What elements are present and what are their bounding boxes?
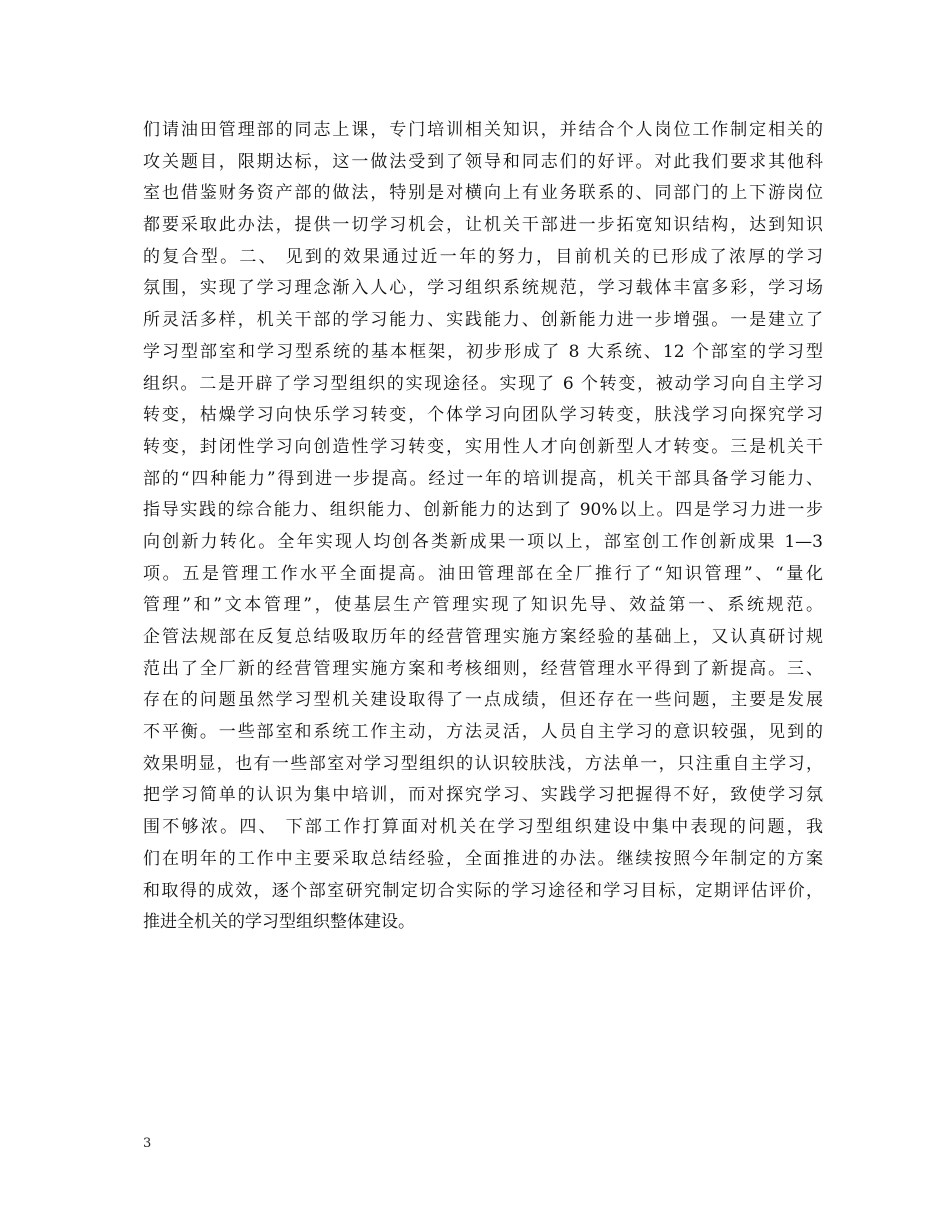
text-line: 把学习简单的认识为集中培训，而对探究学习、实践学习把握得不好，致使学习氛 — [143, 785, 823, 806]
text-line: 不平衡。一些部室和系统工作主动，方法灵活，人员自主学习的意识较强，见到的 — [143, 722, 823, 743]
text-line: 转变，枯燥学习向快乐学习转变，个体学习向团队学习转变，肤浅学习向探究学习 — [143, 405, 823, 426]
text-line: 项。五是管理工作水平全面提高。油田管理部在全厂推行了“知识管理”、“量化 — [143, 563, 823, 584]
text-line: 都要采取此办法，提供一切学习机会，让机关干部进一步拓宽知识结构，达到知识 — [143, 215, 823, 236]
text-line: 部的“四种能力”得到进一步提高。经过一年的培训提高，机关干部具备学习能力、 — [143, 468, 823, 489]
text-line: 们请油田管理部的同志上课，专门培训相关知识，并结合个人岗位工作制定相关的 — [143, 120, 823, 140]
text-line: 效果明显，也有一些部室对学习型组织的认识较肤浅，方法单一，只注重自主学习， — [143, 753, 823, 774]
text-line: 围不够浓。四、 下部工作打算面对机关在学习型组织建设中集中表现的问题，我 — [143, 817, 823, 838]
text-line: 和取得的成效，逐个部室研究制定切合实际的学习途径和学习目标，定期评估评价， — [143, 880, 823, 901]
text-line: 们在明年的工作中主要采取总结经验，全面推进的办法。继续按照今年制定的方案 — [143, 848, 823, 869]
text-line: 的复合型。二、 见到的效果通过近一年的努力，目前机关的已形成了浓厚的学习 — [143, 246, 823, 267]
text-line: 氛围，实现了学习理念渐入人心，学习组织系统规范，学习载体丰富多彩，学习场 — [143, 278, 823, 299]
text-line: 向创新力转化。全年实现人均创各类新成果一项以上，部室创工作创新成果 1—3 — [143, 531, 823, 552]
body-text — [143, 115, 823, 939]
text-line: 管理”和”文本管理”，使基层生产管理实现了知识先导、效益第一、系统规范。 — [143, 595, 823, 616]
text-line: 转变，封闭性学习向创造性学习转变，实用性人才向创新型人才转变。三是机关干 — [143, 436, 823, 457]
text-line: 室也借鉴财务资产部的做法，特别是对横向上有业务联系的、同部门的上下游岗位 — [143, 183, 823, 204]
text-line: 推进全机关的学习型组织整体建设。 — [143, 912, 415, 933]
text-line: 企管法规部在反复总结吸取历年的经营管理实施方案经验的基础上，又认真研讨规 — [143, 627, 823, 647]
text-line: 组织。二是开辟了学习型组织的实现途径。实现了 6 个转变，被动学习向自主学习 — [143, 373, 823, 394]
text-line: 攻关题目，限期达标，这一做法受到了领导和同志们的好评。对此我们要求其他科 — [143, 151, 823, 172]
text-line: 存在的问题虽然学习型机关建设取得了一点成绩，但还存在一些问题，主要是发展 — [143, 690, 823, 711]
page-number: 3 — [143, 1136, 152, 1151]
text-line: 指导实践的综合能力、组织能力、创新能力的达到了 90%以上。四是学习力进一步 — [143, 500, 823, 521]
text-line: 学习型部室和学习型系统的基本框架，初步形成了 8 大系统、12 个部室的学习型 — [143, 341, 823, 362]
text-line: 所灵活多样，机关干部的学习能力、实践能力、创新能力进一步增强。一是建立了 — [143, 310, 823, 331]
text-line: 范出了全厂新的经营管理实施方案和考核细则，经营管理水平得到了新提高。三、 — [143, 658, 823, 679]
